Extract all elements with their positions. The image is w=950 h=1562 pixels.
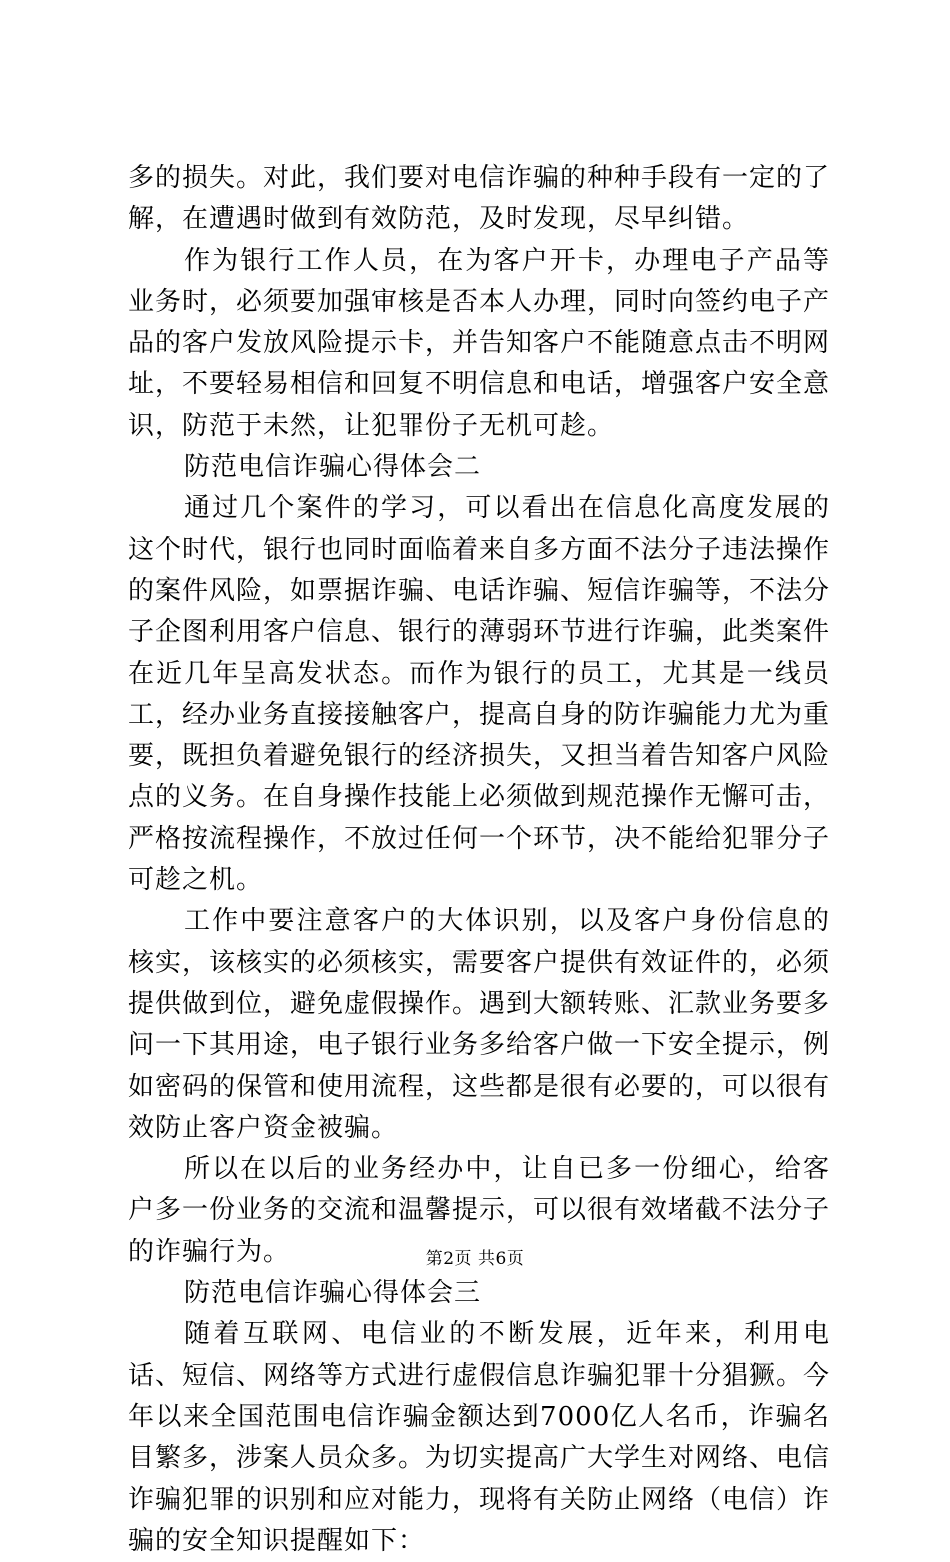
paragraph: 随着互联网、电信业的不断发展，近年来，利用电话、短信、网络等方式进行虚假信息诈骗犯罪十分猖獗。今年以来全国范围电信诈骗金额达到7000亿人名币，诈骗名目繁多，涉案人员众多。为切实提高广大学生对网络、电信诈骗犯罪的识别和应对能力，现将有关防止网络（电信）诈骗的安全知识提醒如下： [128, 1319, 831, 1556]
paragraph-continuation: 多的损失。对此，我们要对电信诈骗的种种手段有一定的了解，在遭遇时做到有效防范，及时发现，尽早纠错。 [128, 163, 831, 235]
section-heading: 防范电信诈骗心得体会三 [184, 1278, 482, 1309]
paragraph: 工作中要注意客户的大体识别，以及客户身份信息的核实，该核实的必须核实，需要客户提供有效证件的，必须提供做到位，避免虚假操作。遇到大额转账、汇款业务要多问一下其用途，电子银行业务多给客户做一下安全提示，例如密码的保管和使用流程，这些都是很有必要的，可以很有效防止客户资金被骗。 [128, 906, 831, 1143]
paragraph: 所以在以后的业务经办中，让自已多一份细心，给客户多一份业务的交流和温馨提示，可以很有效堵截不法分子的诈骗行为。 [128, 1154, 831, 1267]
document-body [128, 158, 830, 1562]
page-footer [0, 1244, 950, 1269]
paragraph: 作为银行工作人员，在为客户开卡，办理电子产品等业务时，必须要加强审核是否本人办理，同时向签约电子产品的客户发放风险提示卡，并告知客户不能随意点击不明网址，不要轻易相信和回复不明信息和电话，增强客户安全意识，防范于未然，让犯罪份子无机可趁。 [128, 245, 831, 441]
page-number-label: 第2页 共6页 [425, 1249, 525, 1269]
paragraph: 通过几个案件的学习，可以看出在信息化高度发展的这个时代，银行也同时面临着来自多方面不法分子违法操作的案件风险，如票据诈骗、电话诈骗、短信诈骗等，不法分子企图利用客户信息、银行的薄弱环节进行诈骗，此类案件在近几年呈高发状态。而作为银行的员工，尤其是一线员工，经办业务直接接触客户，提高自身的防诈骗能力尤为重要，既担负着避免银行的经济损失，又担当着告知客户风险点的义务。在自身操作技能上必须做到规范操作无懈可击，严格按流程操作，不放过任何一个环节，决不能给犯罪分子可趁之机。 [128, 493, 831, 896]
section-heading: 防范电信诈骗心得体会二 [184, 452, 482, 483]
